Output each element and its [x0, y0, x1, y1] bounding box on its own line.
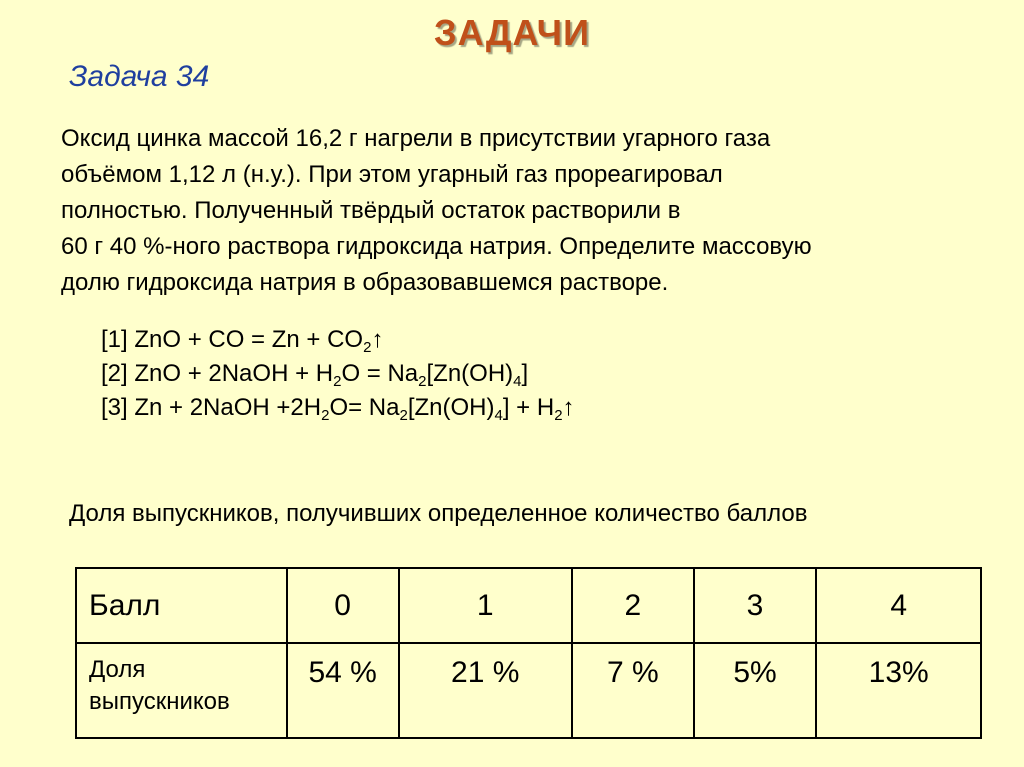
share-cell: 7 % [572, 643, 694, 738]
problem-line: полностью. Полученный твёрдый остаток растворили в [61, 197, 681, 224]
subscript: 2 [418, 373, 427, 390]
equation-text: [Zn(OH) [426, 360, 514, 387]
table-caption: Доля выпускников, получивших определенное количество баллов [69, 500, 808, 527]
score-cell: 0 [287, 568, 399, 643]
equation-text: [Zn(OH) [407, 394, 495, 421]
row-label-line: Доля [89, 656, 146, 683]
equation-text: ] [521, 360, 529, 387]
equation-text: [1] ZnO + CO = Zn + CO [101, 326, 364, 353]
score-distribution-table [75, 567, 982, 739]
equation-text: O= Na [329, 394, 400, 421]
equation-text: ] + H [502, 394, 555, 421]
task-number: Задача 34 [69, 60, 210, 93]
share-cell: 54 % [287, 643, 399, 738]
subscript: 4 [494, 407, 503, 424]
equation-3 [101, 391, 575, 425]
equation-text: [2] ZnO + 2NaOH + H [101, 360, 334, 387]
row-label-cell [76, 643, 287, 738]
share-cell: 13% [816, 643, 981, 738]
problem-line: Оксид цинка массой 16,2 г нагрели в присутствии угарного газа [61, 125, 771, 152]
problem-line: долю гидроксида натрия в образовавшемся растворе. [61, 269, 669, 296]
subscript: 4 [513, 373, 522, 390]
row-label-line: выпускников [89, 688, 230, 715]
subscript: 2 [399, 407, 408, 424]
problem-line: 60 г 40 %-ного раствора гидроксида натрия. Определите массовую [61, 233, 812, 260]
subscript: 2 [554, 407, 563, 424]
slide-title: ЗАДАЧИ [434, 12, 590, 53]
header-label-cell: Балл [76, 568, 287, 643]
score-cell: 3 [694, 568, 817, 643]
share-cell: 5% [694, 643, 817, 738]
equation-1 [101, 323, 575, 357]
equation-text: [3] Zn + 2NaOH +2H [101, 394, 322, 421]
table-row-shares [76, 643, 981, 738]
table-row-scores [76, 568, 981, 643]
subscript: 2 [333, 373, 342, 390]
equation-2 [101, 357, 575, 391]
subscript: 2 [363, 339, 372, 356]
share-cell: 21 % [399, 643, 572, 738]
reaction-equations [101, 323, 575, 425]
score-cell: 1 [399, 568, 572, 643]
equation-text: O = Na [341, 360, 419, 387]
subscript: 2 [321, 407, 330, 424]
problem-statement [61, 121, 981, 301]
score-cell: 2 [572, 568, 694, 643]
score-cell: 4 [816, 568, 981, 643]
problem-line: объёмом 1,12 л (н.у.). При этом угарный газ прореагировал [61, 161, 723, 188]
gas-arrow: ↑ [371, 326, 384, 353]
gas-arrow: ↑ [562, 394, 575, 421]
